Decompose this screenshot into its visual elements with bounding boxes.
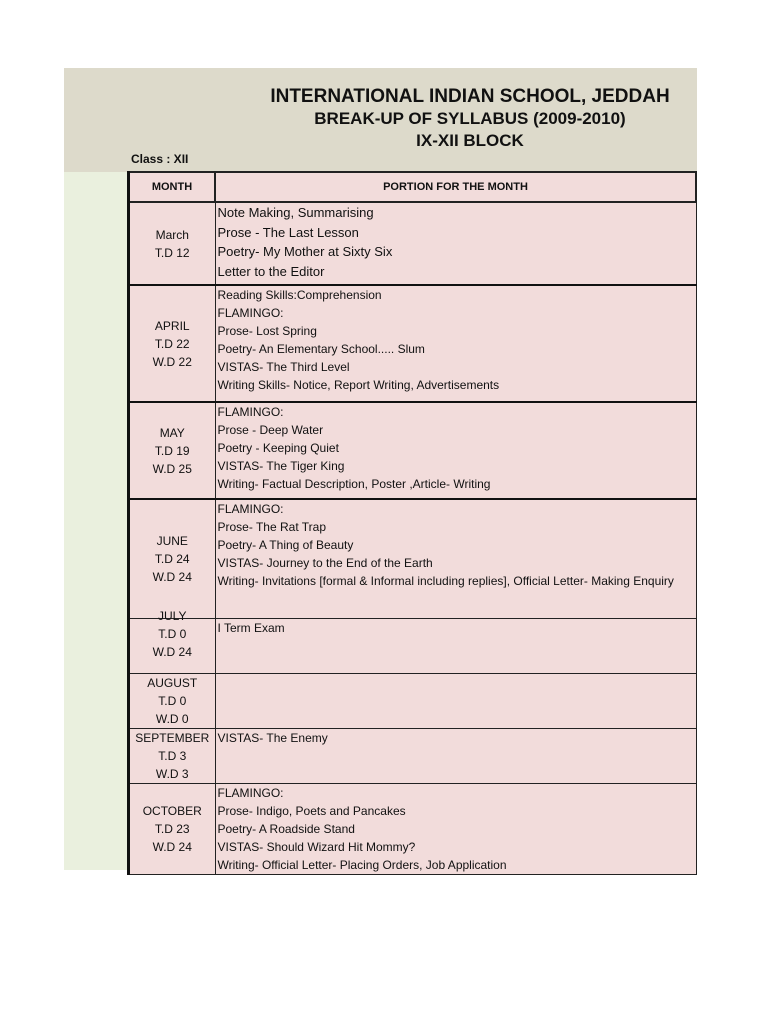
syllabus-table: [127, 171, 697, 875]
portion-line: Reading Skills:Comprehension: [217, 288, 382, 302]
teaching-days: T.D 22: [154, 336, 190, 351]
portion-line: FLAMINGO:: [217, 502, 284, 516]
month-name: OCTOBER: [142, 803, 202, 818]
table-row: [129, 402, 697, 499]
table-header-row: [129, 172, 697, 202]
portion-cell: [215, 402, 696, 499]
working-days: W.D 25: [152, 461, 192, 476]
portion-line: Letter to the Editor: [217, 263, 325, 279]
month-name: JUNE: [156, 533, 188, 548]
portion-cell: [215, 499, 696, 618]
month-name: JULY: [158, 608, 187, 623]
portion-line: Writing Skills- Notice, Report Writing, Advertisements: [217, 378, 500, 392]
month-cell: [129, 608, 216, 673]
portion-line: Prose- The Rat Trap: [217, 520, 326, 534]
portion-line: I Term Exam: [217, 620, 285, 635]
month-cell: [129, 673, 216, 728]
table-row: [129, 618, 697, 673]
portion-column-header: PORTION FOR THE MONTH: [215, 172, 696, 202]
teaching-days: T.D 0: [158, 626, 187, 641]
portion-line: Poetry - Keeping Quiet: [217, 441, 339, 455]
portion-cell: [215, 202, 696, 285]
portion-cell: [215, 728, 696, 783]
teaching-days: T.D 0: [158, 693, 187, 708]
portion-line: Poetry- A Thing of Beauty: [217, 538, 354, 552]
working-days: W.D 22: [152, 354, 192, 369]
block-title: IX-XII BLOCK: [416, 131, 524, 150]
portion-cell: [215, 618, 696, 673]
teaching-days: T.D 12: [154, 245, 190, 260]
table-row: [129, 728, 697, 783]
month-text-clip: [132, 608, 213, 673]
table-row: [129, 673, 697, 728]
class-label: Class : XII: [131, 152, 189, 166]
portion-line: FLAMINGO:: [217, 785, 284, 800]
teaching-days: T.D 19: [154, 443, 190, 458]
month-name: MAY: [159, 425, 185, 440]
portion-line: Poetry- An Elementary School..... Slum: [217, 342, 425, 356]
table-row: [129, 783, 697, 874]
working-days: W.D 24: [152, 644, 192, 659]
portion-line: VISTAS- The Third Level: [217, 360, 350, 374]
month-cell: [129, 402, 216, 499]
table-row: [129, 499, 697, 618]
month-name: AUGUST: [147, 675, 198, 690]
month-cell: [129, 783, 216, 874]
working-days: W.D 3: [155, 766, 189, 781]
table-row: [129, 202, 697, 285]
portion-line: Prose- Lost Spring: [217, 324, 317, 338]
teaching-days: T.D 23: [154, 821, 190, 836]
month-cell: [129, 728, 216, 783]
month-text-stack: [132, 607, 213, 661]
teaching-days: T.D 3: [158, 748, 187, 763]
portion-line: VISTAS- The Tiger King: [217, 459, 345, 473]
portion-line: VISTAS- The Enemy: [217, 730, 328, 745]
table-row: [129, 285, 697, 402]
portion-line: Prose - The Last Lesson: [217, 224, 359, 240]
month-column-header: MONTH: [129, 172, 216, 202]
portion-cell: [215, 783, 696, 874]
month-cell: [129, 285, 216, 402]
portion-line: Prose - Deep Water: [217, 423, 324, 437]
portion-line: Poetry- My Mother at Sixty Six: [217, 244, 393, 259]
month-name: SEPTEMBER: [135, 730, 210, 745]
working-days: W.D 0: [155, 711, 189, 726]
teaching-days: T.D 24: [154, 551, 190, 566]
portion-line: Note Making, Summarising: [217, 205, 374, 220]
side-margin-band: [64, 172, 128, 870]
portion-line: VISTAS- Journey to the End of the Earth: [217, 556, 433, 570]
month-cell: [129, 202, 216, 285]
working-days: W.D 24: [152, 839, 192, 854]
portion-line: Writing- Factual Description, Poster ,Article- Writing: [217, 477, 491, 491]
portion-line: Writing- Official Letter- Placing Orders, Job Application: [217, 857, 507, 872]
school-title: INTERNATIONAL INDIAN SCHOOL, JEDDAH: [270, 86, 670, 107]
month-name: APRIL: [154, 318, 190, 333]
portion-cell: [215, 285, 696, 402]
portion-line: Prose- Indigo, Poets and Pancakes: [217, 803, 406, 818]
portion-line: Poetry- A Roadside Stand: [217, 821, 355, 836]
month-name: March: [155, 227, 189, 242]
portion-line: Writing- Invitations [formal & Informal including replies], Official Letter- Making Enquiry: [217, 574, 674, 588]
month-cell: [129, 499, 216, 618]
portion-line: VISTAS- Should Wizard Hit Mommy?: [217, 839, 416, 854]
portion-line: FLAMINGO:: [217, 306, 284, 320]
syllabus-subtitle: BREAK-UP OF SYLLABUS (2009-2010): [314, 109, 626, 128]
working-days: W.D 24: [152, 569, 192, 584]
portion-line: FLAMINGO:: [217, 405, 284, 419]
portion-cell: [215, 673, 696, 728]
